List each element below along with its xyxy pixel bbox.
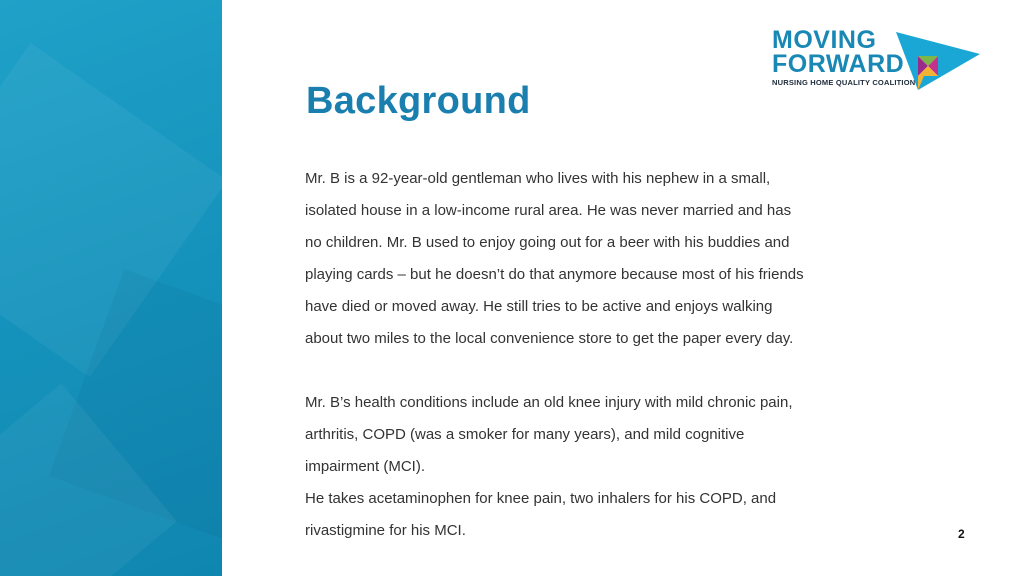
logo-line-2: FORWARD <box>772 50 905 78</box>
logo-line-1: MOVING <box>772 26 877 54</box>
body-line: Mr. B’s health conditions include an old knee injury with mild chronic pain, <box>305 394 793 411</box>
body-line: Mr. B is a 92-year-old gentleman who lives with his nephew in a small, <box>305 170 771 187</box>
decorative-side-panel <box>0 0 222 576</box>
slide-body <box>305 163 905 547</box>
logo-subtitle: NURSING HOME QUALITY COALITION <box>772 78 916 87</box>
pennant-icon <box>896 32 982 92</box>
body-line: arthritis, COPD (was a smoker for many years), and mild cognitive <box>305 426 745 443</box>
body-line: impairment (MCI). <box>305 458 426 475</box>
body-line: isolated house in a low-income rural area. He was never married and has <box>305 202 792 219</box>
logo-wordmark <box>772 28 915 87</box>
moving-forward-logo <box>772 28 984 94</box>
body-line: about two miles to the local convenience store to get the paper every day. <box>305 330 794 347</box>
body-line: rivastigmine for his MCI. <box>305 522 466 539</box>
body-line: playing cards – but he doesn’t do that anymore because most of his friends <box>305 266 804 283</box>
page-number: 2 <box>958 527 965 541</box>
slide-title: Background <box>306 80 531 122</box>
body-line: no children. Mr. B used to enjoy going out for a beer with his buddies and <box>305 234 790 251</box>
body-line: He takes acetaminophen for knee pain, two inhalers for his COPD, and <box>305 490 777 507</box>
paragraph-gap <box>305 355 905 387</box>
body-line: have died or moved away. He still tries to be active and enjoys walking <box>305 298 773 315</box>
